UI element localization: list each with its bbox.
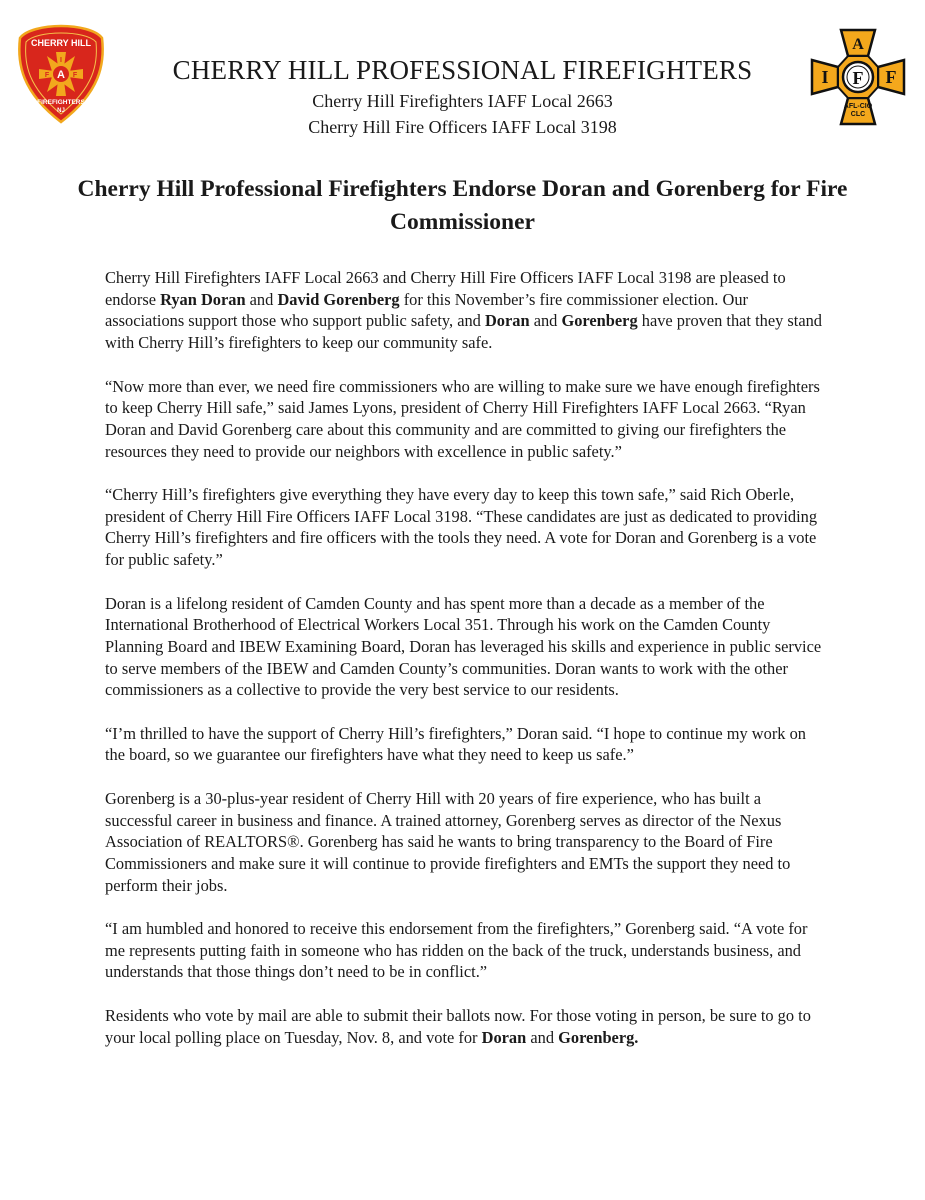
iaff-afl-cio-text: AFL-CIO <box>843 103 873 110</box>
name-ryan-doran: Ryan Doran <box>160 289 246 309</box>
badge-cross-left-letter: F <box>44 72 50 79</box>
badge-bottom-text: FIREFIGHTERS <box>37 99 85 106</box>
paragraph-oberle-quote: “Cherry Hill’s firefighters give everything they have every day to keep this town safe,” said Rich Oberle, president of Cherry Hill Fire Officers IAFF Local 3198. “These candidates are just as dedicated to providing Cherry Hill’s firefighters and fire officers with the tools they need. A vote for Doran and Gorenberg is a vote for public safety.” <box>105 485 818 570</box>
badge-state-text: NJ <box>57 108 65 114</box>
name-gorenberg: Gorenberg <box>561 311 638 331</box>
article-body <box>105 267 825 1070</box>
badge-top-text: CHERRY HILL <box>30 38 92 48</box>
paragraph-voting-info: Residents who vote by mail are able to submit their ballots now. For those voting in person, be sure to go to your local polling place on Tuesday, Nov. 8, and vote for Doran and Gorenberg. <box>105 1005 811 1047</box>
name-david-gorenberg: David Gorenberg <box>277 289 400 309</box>
iaff-letter-f-right: F <box>885 67 897 87</box>
badge-cross-right-letter: F <box>72 72 78 79</box>
iaff-letter-f-center: F <box>852 68 864 88</box>
letterhead <box>0 0 925 160</box>
paragraph-doran-bio: Doran is a lifelong resident of Camden County and has spent more than a decade as a member of the International Brotherhood of Electrical Workers Local 351. Through his work on the Camden County Planning Board and IBEW Examining Board, Doran has leveraged his skills and experience in public service to serve members of the IBEW and Camden County’s communities. Doran wants to work with the other commissioners as a collective to provide the very best service to our residents. <box>105 593 822 700</box>
badge-center-letter: A <box>57 69 65 81</box>
iaff-maltese-cross-icon <box>808 26 908 128</box>
paragraph-intro: Cherry Hill Firefighters IAFF Local 2663 and Cherry Hill Fire Officers IAFF Local 3198 are pleased to endorse Ryan Doran and David Gorenberg for this November’s fire commissioner election. Our associations support those who support public safety, and Doran and Gorenberg have proven that they stand with Cherry Hill’s firefighters to keep our community safe. <box>105 268 822 353</box>
name-doran-closing: Doran <box>481 1027 527 1047</box>
badge-cross-top-letter: I <box>60 57 62 64</box>
local-3198-line: Cherry Hill Fire Officers IAFF Local 3198 <box>308 117 617 137</box>
org-name: CHERRY HILL PROFESSIONAL FIREFIGHTERS <box>172 55 753 85</box>
name-doran: Doran <box>484 311 530 331</box>
headline: Cherry Hill Professional Firefighters Endorse Doran and Gorenberg for Fire Commissioner <box>77 176 848 235</box>
iaff-letter-i: I <box>821 67 829 87</box>
local-2663-line: Cherry Hill Firefighters IAFF Local 2663 <box>312 91 613 111</box>
paragraph-doran-quote: “I’m thrilled to have the support of Cherry Hill’s firefighters,” Doran said. “I hope to continue my work on the board, so we guarantee our firefighters have what they need to keep us safe.” <box>105 723 806 765</box>
iaff-letter-a: A <box>852 36 864 53</box>
paragraph-gorenberg-quote: “I am humbled and honored to receive this endorsement from the firefighters,” Gorenberg said. “A vote for me represents putting faith in someone who has ridden on the back of the truck, understands business, and understands that those things don’t need to be in conflict.” <box>105 919 808 982</box>
paragraph-lyons-quote: “Now more than ever, we need fire commissioners who are willing to make sure we have enough firefighters to keep Cherry Hill safe,” said James Lyons, president of Cherry Hill Firefighters IAFF Local 2663. “Ryan Doran and David Gorenberg care about this community and are committed to giving our firefighters the resources they need to provide our neighbors with excellence in public safety.” <box>105 376 820 461</box>
paragraph-gorenberg-bio: Gorenberg is a 30-plus-year resident of Cherry Hill with 20 years of fire experience, who has built a successful career in business and finance. A trained attorney, Gorenberg serves as director of the Nexus Association of REALTORS®. Gorenberg has said he wants to bring transparency to the Board of Fire Commissioners and make sure it will continue to provide firefighters and EMTs the support they need to perform their jobs. <box>105 788 791 895</box>
iaff-clc-text: CLC <box>850 111 866 118</box>
name-gorenberg-closing: Gorenberg. <box>558 1027 639 1047</box>
